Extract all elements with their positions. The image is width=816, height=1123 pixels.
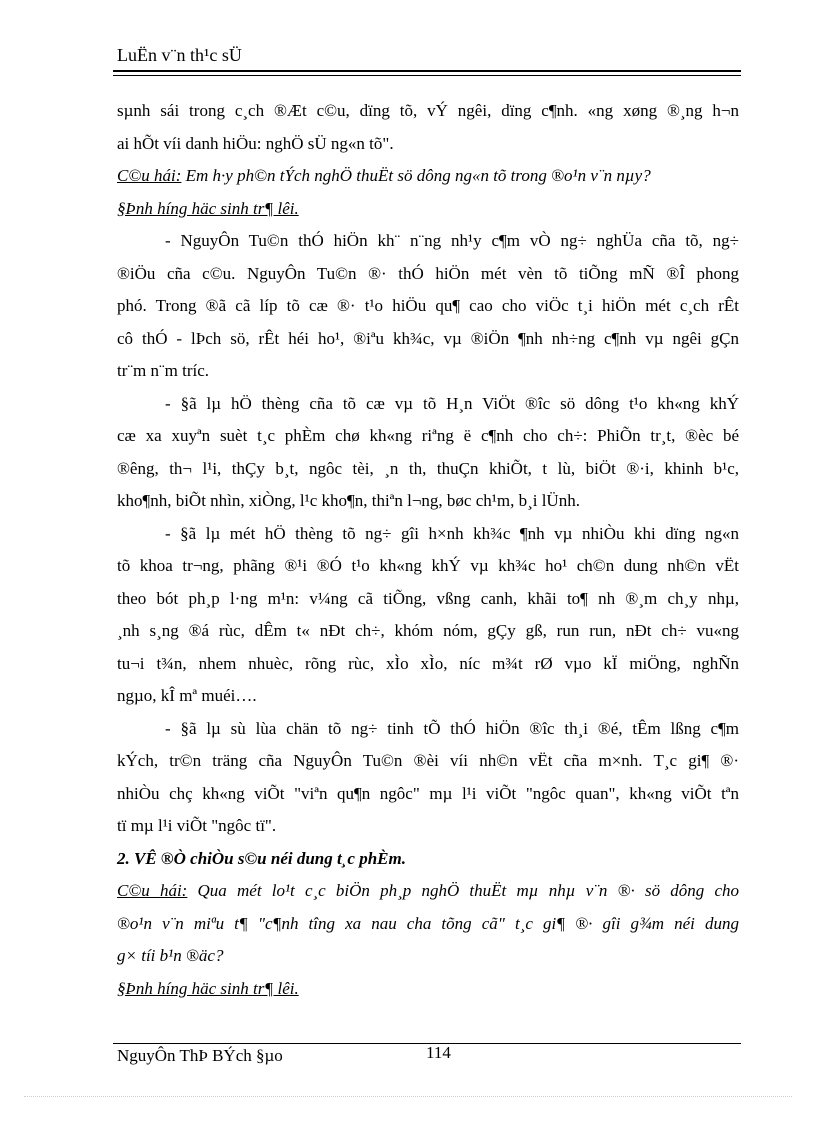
header-rule-thin xyxy=(113,75,741,76)
header-rule-thick xyxy=(113,70,741,72)
text-line xyxy=(117,258,739,291)
line-text: nhiÒu chç kh«ng viÕt "viªn qu¶n ngôc" mµ l¹i viÕt "ngôc quan", kh«ng viÕt tªn xyxy=(117,783,739,803)
text-line xyxy=(117,95,739,128)
section-heading xyxy=(117,843,739,876)
question-line xyxy=(117,160,739,193)
line-text: ai hÕt víi danh hiÖu: nghÖ sÜ ng«n tõ". xyxy=(117,133,394,153)
line-text: tr¨m n¨m tríc. xyxy=(117,361,210,380)
text-line xyxy=(117,290,739,323)
question-line xyxy=(117,875,739,908)
page-bottom-dotted-edge xyxy=(24,1096,792,1097)
text-line xyxy=(117,323,739,356)
question-label: C©u hái: xyxy=(117,881,188,900)
line-text: tu¬i t¾n, nhem nhuèc, rõng rùc, xÌo xÌo, níc m¾t rØ vµo kÏ miÖng, nghÑn xyxy=(117,653,739,673)
line-text: kho¶nh, biÕt nhìn, xiÒng, l¹c kho¶n, thiªn l¬ng, bøc ch¹m, b¸i lÜnh. xyxy=(117,491,580,510)
text-line xyxy=(117,680,739,713)
footer-author: NguyÔn ThÞ BÝch §µo xyxy=(117,1046,283,1065)
question-line xyxy=(117,940,739,973)
line-text: cô thÓ - lÞch sö, rÊt héi ho¹, ®iªu kh¾c, vµ ®iÖn ¶nh nh÷ng c¶nh vµ ngêi gÇn xyxy=(117,328,739,348)
text-line xyxy=(117,128,739,161)
body-text xyxy=(117,95,739,1005)
line-text: ngµo, kÎ mª muéi…. xyxy=(117,686,257,705)
question-line xyxy=(117,193,739,226)
running-header-title: LuËn v¨n th¹c sÜ xyxy=(117,45,242,65)
question-label: C©u hái: xyxy=(117,166,182,185)
question-line xyxy=(117,973,739,1006)
text-line xyxy=(117,420,739,453)
text-line xyxy=(117,615,739,648)
line-text: Em h·y ph©n tÝch nghÖ thuËt sö dông ng«n tõ trong ®o¹n v¨n nµy? xyxy=(181,166,651,185)
line-text: kÝch, tr©n träng cña NguyÔn Tu©n ®èi víi nh©n vËt cña m×nh. T¸c gi¶ ®· xyxy=(117,751,739,770)
page-number: 114 xyxy=(426,1043,451,1062)
line-text: phó. Trong ®ã cã líp tõ cæ ®· t¹o hiÖu qu¶ cao cho viÖc t¸i hiÖn mét c¸ch rÊt xyxy=(117,296,739,315)
text-line xyxy=(117,225,739,258)
text-line xyxy=(117,778,739,811)
text-line xyxy=(117,518,739,551)
text-line xyxy=(117,648,739,681)
question-label: §Þnh híng häc sinh tr¶ lêi. xyxy=(117,198,299,218)
line-text: ®êng, th¬ l¹i, thÇy b¸t, ngôc tèi, ¸n th, thuÇn khiÕt, t lù, biÖt ®·i, khinh b¹c, xyxy=(117,458,739,478)
text-line xyxy=(117,745,739,778)
line-text: 2. VÊ ®Ò chiÒu s©u néi dung t¸c phÈm. xyxy=(117,848,406,868)
line-text: sµnh sái trong c¸ch ®Æt c©u, dïng tõ, vÝ ngêi, dïng c¶nh. «ng xøng ®¸ng h¬n xyxy=(117,101,739,120)
line-text: tõ khoa tr¬ng, phãng ®¹i ®Ó t¹o kh«ng khÝ vµ kh¾c ho¹ ch©n dung nh©n vËt xyxy=(117,556,739,575)
line-text: ®iÖu cña c©u. NguyÔn Tu©n ®· thÓ hiÖn mét vèn tõ tiÕng mÑ ®Î phong xyxy=(117,263,739,283)
text-line xyxy=(117,810,739,843)
line-text: ¸nh s¸ng ®á rùc, dÊm t« nÐt ch÷, khóm nóm, gÇy gß, run run, nÐt ch÷ vu«ng xyxy=(117,621,739,640)
line-text: - §ã lµ sù lùa chän tõ ng÷ tinh tÕ thÓ hiÖn ®îc th¸i ®é, tÊm lßng c¶m xyxy=(165,718,739,738)
line-text: - §ã lµ hÖ thèng cña tõ cæ vµ tõ H¸n ViÖt ®îc sö dông t¹o kh«ng khÝ xyxy=(165,393,739,413)
text-line xyxy=(117,388,739,421)
text-line xyxy=(117,485,739,518)
line-text: Qua mét lo¹t c¸c biÖn ph¸p nghÖ thuËt mµ nhµ v¨n ®· sö dông cho xyxy=(187,881,740,900)
question-label: §Þnh híng häc sinh tr¶ lêi. xyxy=(117,978,299,998)
text-line xyxy=(117,550,739,583)
line-text: tï mµ l¹i viÕt "ngôc tï". xyxy=(117,816,277,835)
line-text: g× tíi b¹n ®äc? xyxy=(117,946,224,965)
text-line xyxy=(117,355,739,388)
line-text: - §ã lµ mét hÖ thèng tõ ng÷ gîi h×nh kh¾c ¶nh vµ nhiÒu khi dïng ng«n xyxy=(165,523,739,543)
text-line xyxy=(117,453,739,486)
question-line xyxy=(117,908,739,941)
line-text: theo bót ph¸p l·ng m¹n: v¼ng cã tiÕng, vßng canh, khãi to¶ nh ®¸m ch¸y nhµ, xyxy=(117,588,739,608)
line-text: - NguyÔn Tu©n thÓ hiÖn kh¨ n¨ng nh¹y c¶m vÒ ng÷ nghÜa cña tõ, ng÷ xyxy=(165,231,739,250)
line-text: ®o¹n v¨n miªu t¶ "c¶nh tîng xa nau cha tõng cã" t¸c gi¶ ®· gîi g¾m néi dung xyxy=(117,913,739,933)
text-line xyxy=(117,713,739,746)
line-text: cæ xa xuyªn suèt t¸c phÈm chø kh«ng riªng ë c¶nh cho ch÷: PhiÕn tr¸t, ®èc bé xyxy=(117,426,739,445)
text-line xyxy=(117,583,739,616)
